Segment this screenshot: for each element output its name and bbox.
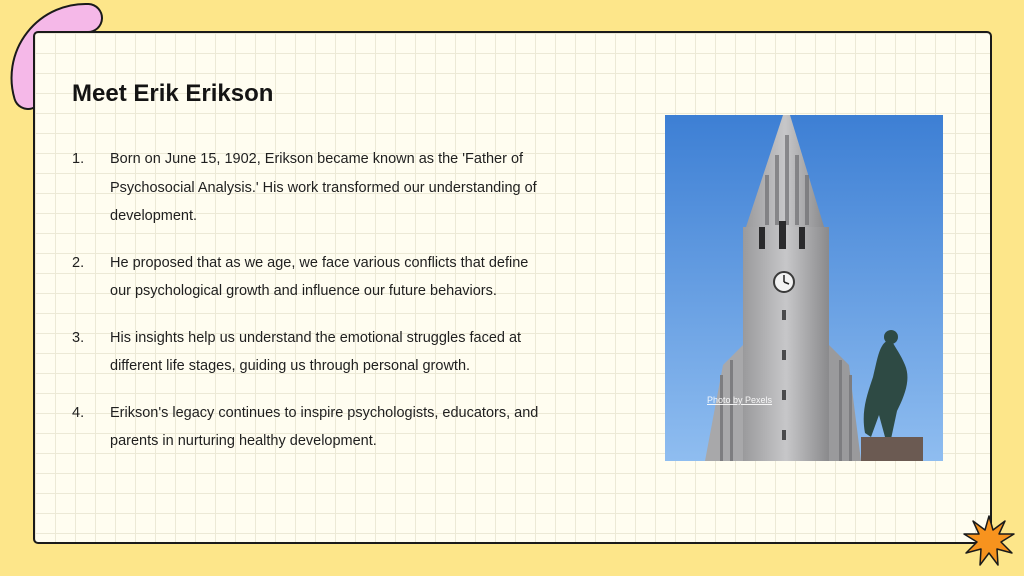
list-item <box>72 399 542 456</box>
list-item-text: Born on June 15, 1902, Erikson became known as the 'Father of Psychosocial Analysis.' His work transformed our understanding of development. <box>110 151 537 224</box>
orange-star-decoration <box>962 514 1016 568</box>
list-item-text: Erikson's legacy continues to inspire psychologists, educators, and parents in nurturing healthy development. <box>110 404 539 449</box>
list-item <box>72 145 542 231</box>
list-item <box>72 324 542 381</box>
page-title: Meet Erik Erikson <box>72 80 274 107</box>
list-item-number: 1. <box>72 151 85 167</box>
list-item-number: 2. <box>72 254 85 271</box>
list-item-number: 4. <box>72 404 85 421</box>
church-tower-photo <box>665 115 943 461</box>
list-item-text: He proposed that as we age, we face various conflicts that define our psychological growth and influence our future behaviors. <box>110 254 529 299</box>
list-item <box>72 249 542 306</box>
photo-credit-link[interactable]: Photo by Pexels <box>707 395 773 405</box>
list-item-number: 3. <box>72 329 85 346</box>
list-item-text: His insights help us understand the emotional struggles faced at different life stages, guiding us through personal growth. <box>110 329 522 374</box>
erikson-facts-list <box>72 145 542 474</box>
